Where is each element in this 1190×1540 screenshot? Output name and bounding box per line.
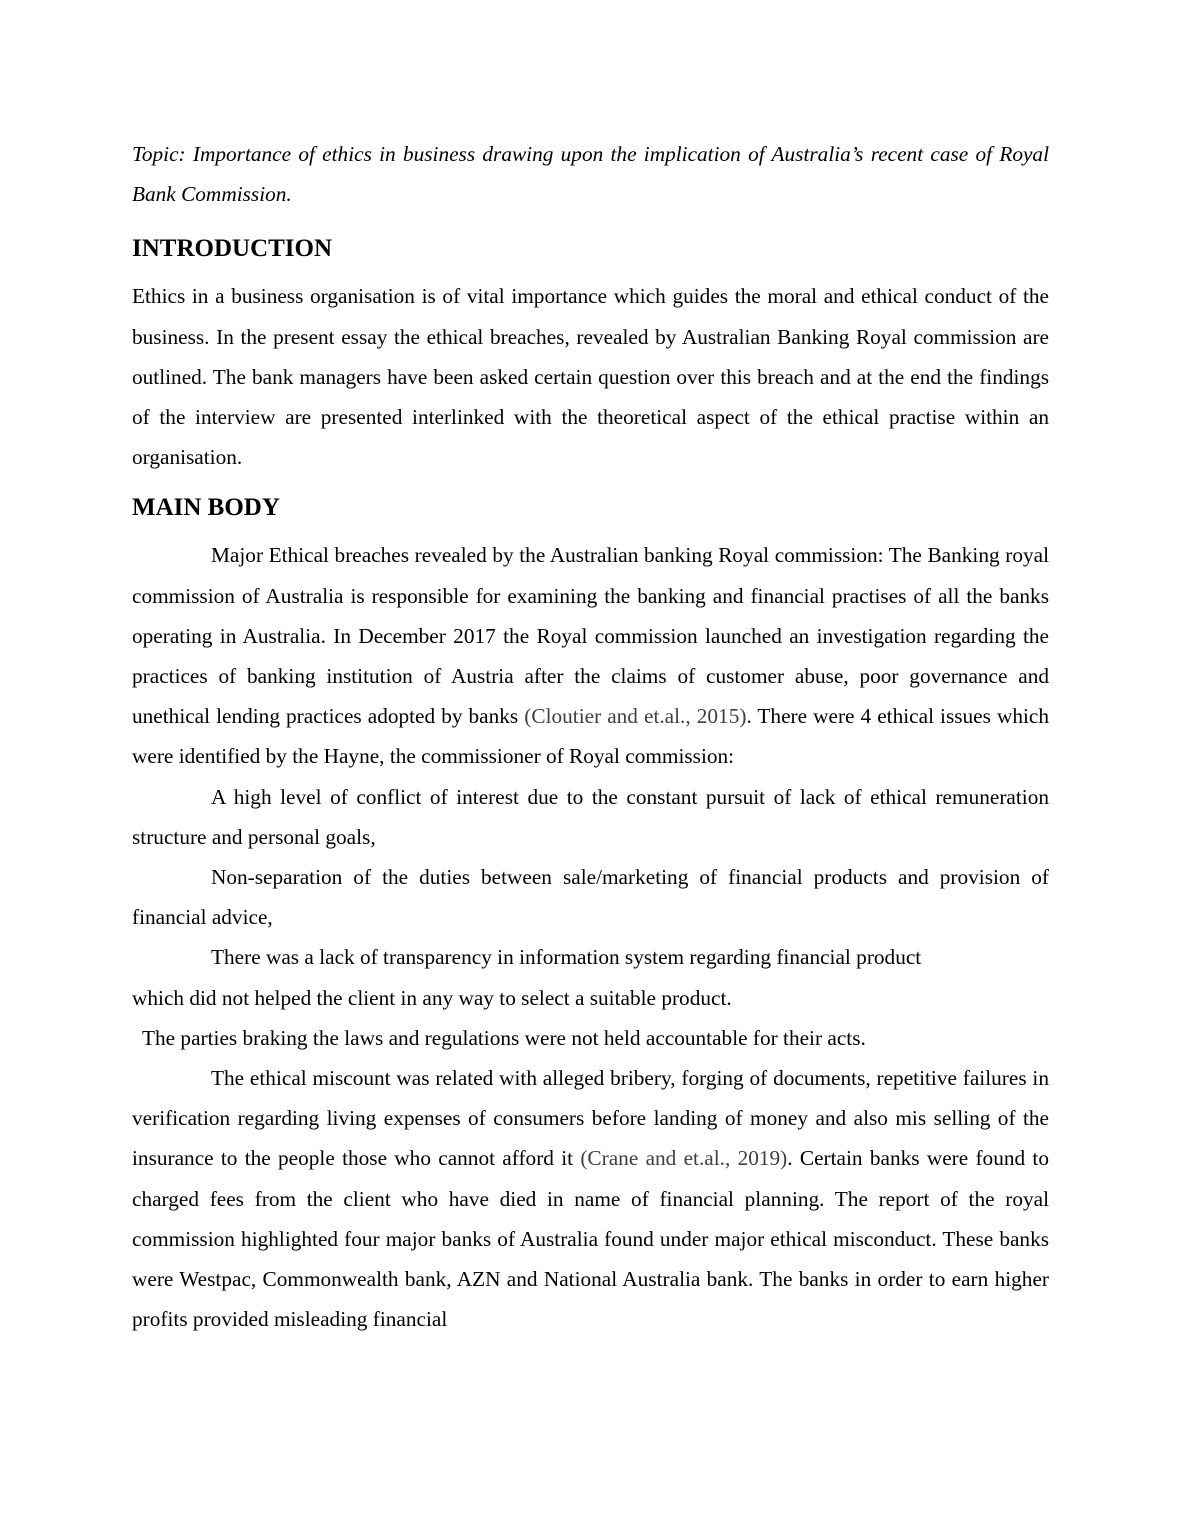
paragraph-2-tail: . Certain banks were found to charged fees from the client who have died in name of financial planning. The report of the royal commission highlighted four major banks of Australia found under major ethical misconduct. These banks were Westpac, Commonwealth bank, AZN and National Australia bank. The banks in order to earn higher profits provided misleading financial	[132, 1146, 1049, 1332]
ethical-issue-4: The parties braking the laws and regulations were not held accountable for their acts.	[142, 1025, 866, 1050]
document-page	[132, 134, 1049, 1339]
ethical-issue-1: A high level of conflict of interest due to the constant pursuit of lack of ethical remuneration structure and personal goals,	[132, 784, 1049, 849]
citation-cloutier: (Cloutier and et.al., 2015)	[524, 704, 747, 729]
introduction-heading: INTRODUCTION	[132, 235, 333, 263]
paragraph-2-text: The ethical miscount was related with alleged bribery, forging of documents, repetitive failures in verification regarding living expenses of consumers before landing of money and also mis selling of the insurance to the people those who cannot afford it	[132, 1066, 1049, 1171]
main-body-heading: MAIN BODY	[132, 494, 280, 522]
paragraph-1-tail: . There were 4 ethical issues which were identified by the Hayne, the commissioner of Royal commission:	[132, 704, 1049, 769]
ethical-issue-3-line-2: which did not helped the client in any way to select a suitable product.	[132, 985, 732, 1010]
paragraph-1-text: Major Ethical breaches revealed by the Australian banking Royal commission: The Banking royal commission of Australia is responsible for examining the banking and financial practises of all the banks operating in Australia. In December 2017 the Royal commission launched an investigation regarding the practices of banking institution of Austria after the claims of customer abuse, poor governance and unethical lending practices adopted by banks	[132, 543, 1049, 729]
citation-crane: (Crane and et.al., 2019)	[580, 1146, 788, 1171]
topic-line: Topic: Importance of ethics in business drawing upon the implication of Australia’s recent case of Royal Bank Commission.	[132, 142, 1049, 207]
ethical-issue-3-line-1: There was a lack of transparency in information system regarding financial product	[211, 945, 922, 970]
ethical-issue-2: Non-separation of the duties between sale/marketing of financial products and provision of financial advice,	[132, 865, 1049, 930]
main-body-paragraph-1	[132, 535, 1049, 776]
introduction-paragraph: Ethics in a business organisation is of vital importance which guides the moral and ethical conduct of the business. In the present essay the ethical breaches, revealed by Australian Banking Royal commission are outlined. The bank managers have been asked certain question over this breach and at the end the findings of the interview are presented interlinked with the theoretical aspect of the ethical practise within an organisation.	[132, 284, 1049, 470]
main-body-paragraph-2	[132, 1058, 1049, 1339]
